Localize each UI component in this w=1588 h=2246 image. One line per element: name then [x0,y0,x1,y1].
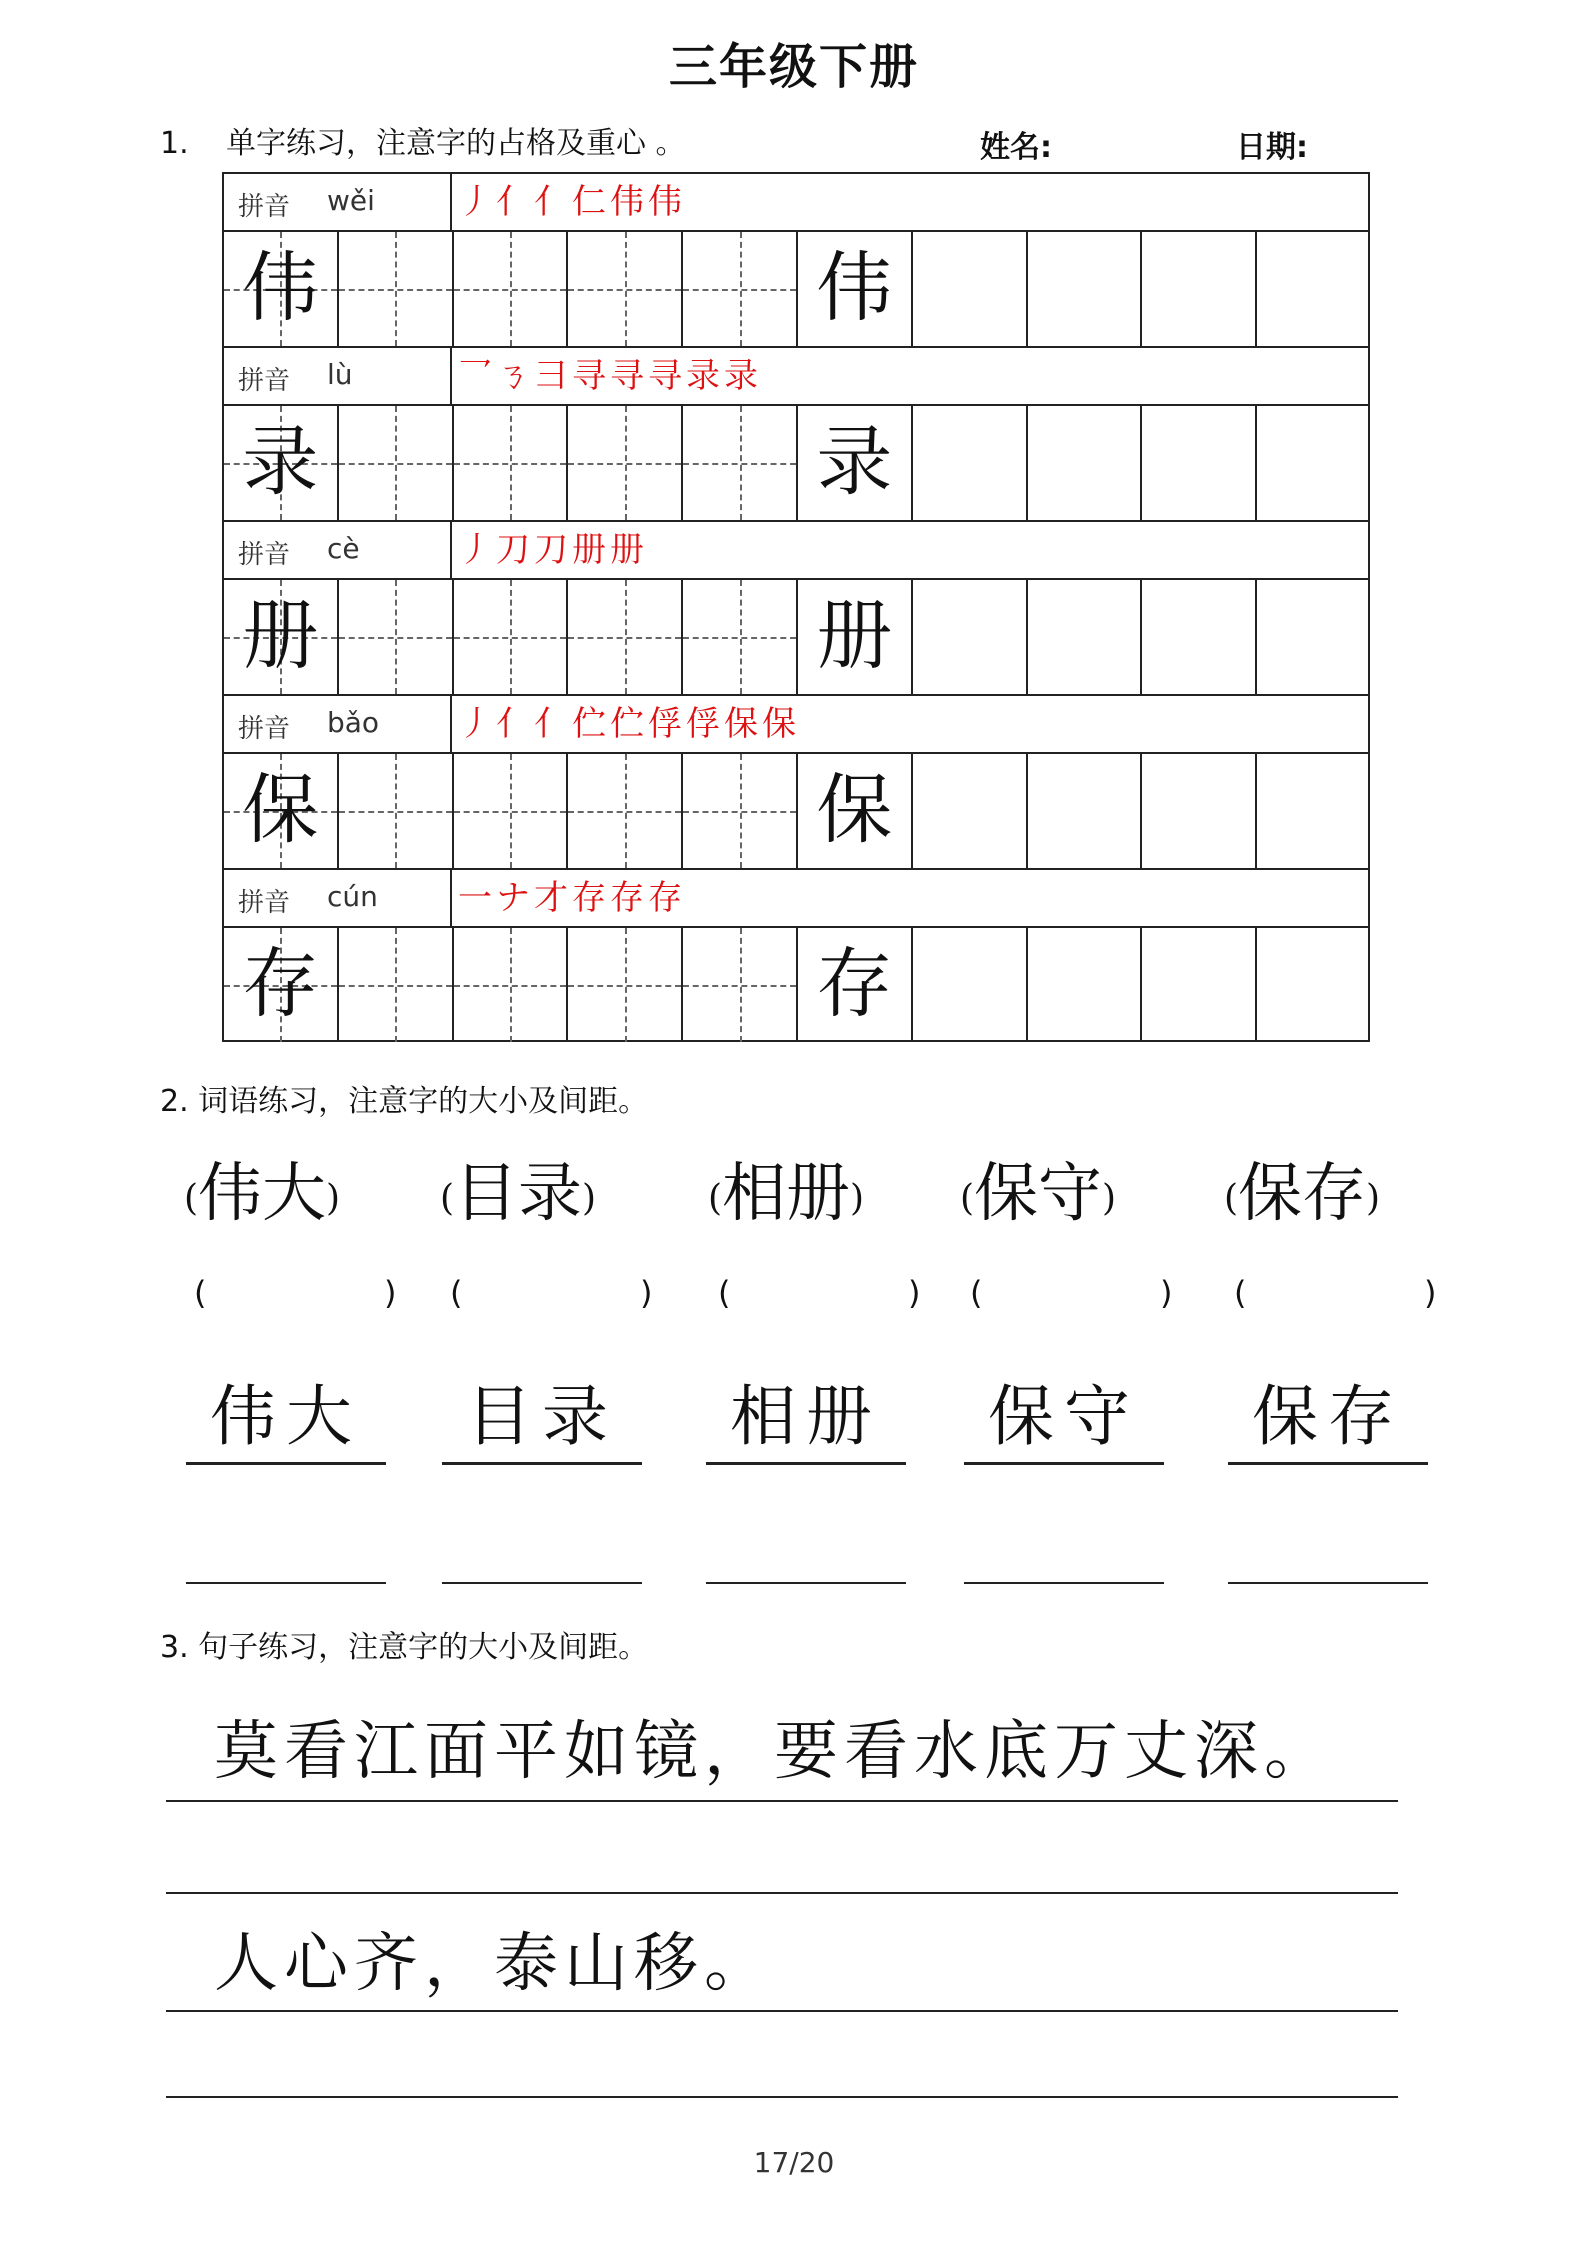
model-character: 录 [816,417,893,506]
pinyin-label: 拼音 [238,366,291,396]
practice-cell[interactable] [683,580,798,694]
stroke-step: 亻 [496,182,534,222]
stroke-step: 册 [572,530,610,570]
practice-cell[interactable] [683,406,798,520]
word-blank-line[interactable] [1228,1582,1428,1584]
practice-cell[interactable] [1257,928,1372,1042]
open-paren: ( [960,1178,975,1219]
practice-cell[interactable] [1028,406,1143,520]
open-paren: ( [440,1178,455,1219]
close-paren: ) [1160,1274,1173,1312]
stroke-step: 寻 [648,356,686,396]
open-paren: ( [708,1178,723,1219]
model-character: 伟 [242,243,319,332]
stroke-step: ㄋ [496,356,534,396]
stroke-step: 丿 [458,182,496,222]
close-paren: ) [1366,1178,1381,1219]
stroke-order [450,174,686,230]
practice-cell[interactable] [913,928,1028,1042]
pinyin-value: lù [327,358,353,391]
word-trace-line: 目录 [442,1370,642,1465]
practice-cell[interactable] [1142,232,1257,346]
stroke-step: 彐 [534,356,572,396]
copy-character-cell [798,928,913,1042]
practice-cell[interactable] [339,754,454,868]
practice-cell[interactable] [913,580,1028,694]
stroke-step: 仁 [572,182,610,222]
copy-character-cell [798,232,913,346]
stroke-step: 俘 [686,704,724,744]
practice-cell[interactable] [454,406,569,520]
practice-cell[interactable] [454,580,569,694]
stroke-step: 册 [610,530,648,570]
practice-cell[interactable] [1142,754,1257,868]
model-character-cell [224,580,339,694]
practice-cell[interactable] [339,580,454,694]
copy-character-cell [798,580,913,694]
word-in-parentheses [960,1142,1116,1234]
word-blank-line[interactable] [706,1582,906,1584]
stroke-step: 伫 [610,704,648,744]
practice-cell[interactable] [339,928,454,1042]
section1-instruction: 单字练习，注意字的占格及重心 。 [226,126,686,161]
open-paren: ( [1234,1274,1247,1312]
pinyin-value: bǎo [327,706,380,739]
practice-cell[interactable] [339,406,454,520]
stroke-step: 才 [534,878,572,918]
word-trace-line: 伟大 [186,1370,386,1465]
character-cell-row [222,752,1370,868]
pinyin-label: 拼音 [238,714,291,744]
word-in-parentheses [708,1142,864,1234]
stroke-step: 伟 [648,182,686,222]
section3-instruction: 3. 句子练习，注意字的大小及间距。 [160,1630,649,1665]
model-character-cell [224,232,339,346]
section2-instruction: 2. 词语练习，注意字的大小及间距。 [160,1084,649,1119]
stroke-step: 伟 [610,182,648,222]
stroke-step: 俘 [648,704,686,744]
practice-cell[interactable] [454,754,569,868]
stroke-step: 存 [648,878,686,918]
practice-cell[interactable] [1028,754,1143,868]
practice-cell[interactable] [683,754,798,868]
name-label: 姓名: [980,130,1052,165]
word-in-parentheses [440,1142,596,1234]
practice-cell[interactable] [454,928,569,1042]
word-trace-line: 保守 [964,1370,1164,1465]
close-paren: ) [640,1274,653,1312]
practice-cell[interactable] [913,406,1028,520]
practice-cell[interactable] [1257,232,1372,346]
word-trace-line: 相册 [706,1370,906,1465]
model-character: 伟 [816,243,893,332]
page-number: 17/20 [753,2146,835,2179]
stroke-step: 刀 [534,530,572,570]
sentence-rule [166,1800,1398,1802]
close-paren: ) [850,1178,865,1219]
practice-cell[interactable] [1257,580,1372,694]
word-text: 伟大 [198,1157,327,1231]
stroke-step: 亻 [534,704,572,744]
stroke-step: 存 [610,878,648,918]
model-character: 录 [242,417,319,506]
practice-cell[interactable] [913,232,1028,346]
open-paren: ( [184,1178,199,1219]
pinyin-value: cún [327,880,378,913]
date-label: 日期: [1236,130,1308,165]
practice-cell[interactable] [683,928,798,1042]
practice-cell[interactable] [568,928,683,1042]
stroke-order [450,696,800,752]
stroke-step: 寻 [610,356,648,396]
character-cell-row [222,926,1370,1042]
character-cell-row [222,578,1370,694]
stroke-step: 保 [762,704,800,744]
open-paren: ( [194,1274,207,1312]
practice-cell[interactable] [568,580,683,694]
practice-cell[interactable] [1028,232,1143,346]
character-cell-row [222,230,1370,346]
character-practice-grid [222,172,1370,1042]
stroke-step: 丿 [458,704,496,744]
practice-cell[interactable] [339,232,454,346]
pinyin-label: 拼音 [238,192,291,222]
close-paren: ) [384,1274,397,1312]
practice-cell[interactable] [568,232,683,346]
open-paren: ( [1224,1178,1239,1219]
word-blank-line[interactable] [186,1582,386,1584]
model-character: 保 [816,765,893,854]
close-paren: ) [1424,1274,1437,1312]
model-character: 册 [816,591,893,680]
practice-cell[interactable] [1142,580,1257,694]
stroke-step: 一 [458,878,496,918]
pinyin-row [222,694,1370,752]
practice-cell[interactable] [454,232,569,346]
practice-cell[interactable] [1028,580,1143,694]
model-character: 存 [816,939,893,1028]
stroke-step: 录 [724,356,762,396]
pinyin-value: cè [327,532,360,565]
pinyin-row [222,172,1370,230]
open-paren: ( [970,1274,983,1312]
pinyin-row [222,346,1370,404]
stroke-step: 乛 [458,356,496,396]
page-title: 三年级下册 [668,39,919,95]
word-in-parentheses [1224,1142,1380,1234]
practice-cell[interactable] [568,406,683,520]
close-paren: ) [908,1274,921,1312]
practice-cell[interactable] [913,754,1028,868]
word-text: 保存 [1238,1157,1367,1231]
model-character: 保 [242,765,319,854]
close-paren: ) [326,1178,341,1219]
practice-cell[interactable] [683,232,798,346]
open-paren: ( [450,1274,463,1312]
sentence-2: 人心齐，泰山移。 [214,1927,774,2001]
stroke-step: 刀 [496,530,534,570]
close-paren: ) [582,1178,597,1219]
open-paren: ( [718,1274,731,1312]
copy-character-cell [798,406,913,520]
word-trace-line: 保存 [1228,1370,1428,1465]
pinyin-label: 拼音 [238,888,291,918]
stroke-order [450,522,648,578]
word-in-parentheses [184,1142,340,1234]
copy-character-cell [798,754,913,868]
model-character-cell [224,406,339,520]
model-character-cell [224,754,339,868]
sentence-rule [166,1892,1398,1894]
stroke-step: 丿 [458,530,496,570]
close-paren: ) [1102,1178,1117,1219]
model-character: 存 [242,939,319,1028]
section1-number: 1. [160,126,189,161]
word-blank-line[interactable] [442,1582,642,1584]
model-character-cell [224,928,339,1042]
stroke-step: 存 [572,878,610,918]
pinyin-label: 拼音 [238,540,291,570]
practice-cell[interactable] [1257,754,1372,868]
sentence-rule [166,2010,1398,2012]
model-character: 册 [242,591,319,680]
stroke-step: 寻 [572,356,610,396]
sentence-1: 莫看江面平如镜，要看水底万丈深。 [214,1715,1334,1789]
stroke-step: 保 [724,704,762,744]
practice-cell[interactable] [1142,928,1257,1042]
stroke-step: 录 [686,356,724,396]
character-cell-row [222,404,1370,520]
word-text: 目录 [454,1157,583,1231]
section1-heading [160,118,686,162]
practice-cell[interactable] [1142,406,1257,520]
stroke-step: 伫 [572,704,610,744]
practice-cell[interactable] [1257,406,1372,520]
pinyin-row [222,868,1370,926]
practice-cell[interactable] [1028,928,1143,1042]
word-text: 保守 [974,1157,1103,1231]
stroke-order [450,348,762,404]
pinyin-value: wěi [327,184,375,217]
sentence-rule [166,2096,1398,2098]
word-text: 相册 [722,1157,851,1231]
stroke-step: ナ [496,878,534,918]
practice-cell[interactable] [568,754,683,868]
pinyin-row [222,520,1370,578]
stroke-step: 亻 [496,704,534,744]
stroke-step: 亻 [534,182,572,222]
word-blank-line[interactable] [964,1582,1164,1584]
stroke-order [450,870,686,926]
